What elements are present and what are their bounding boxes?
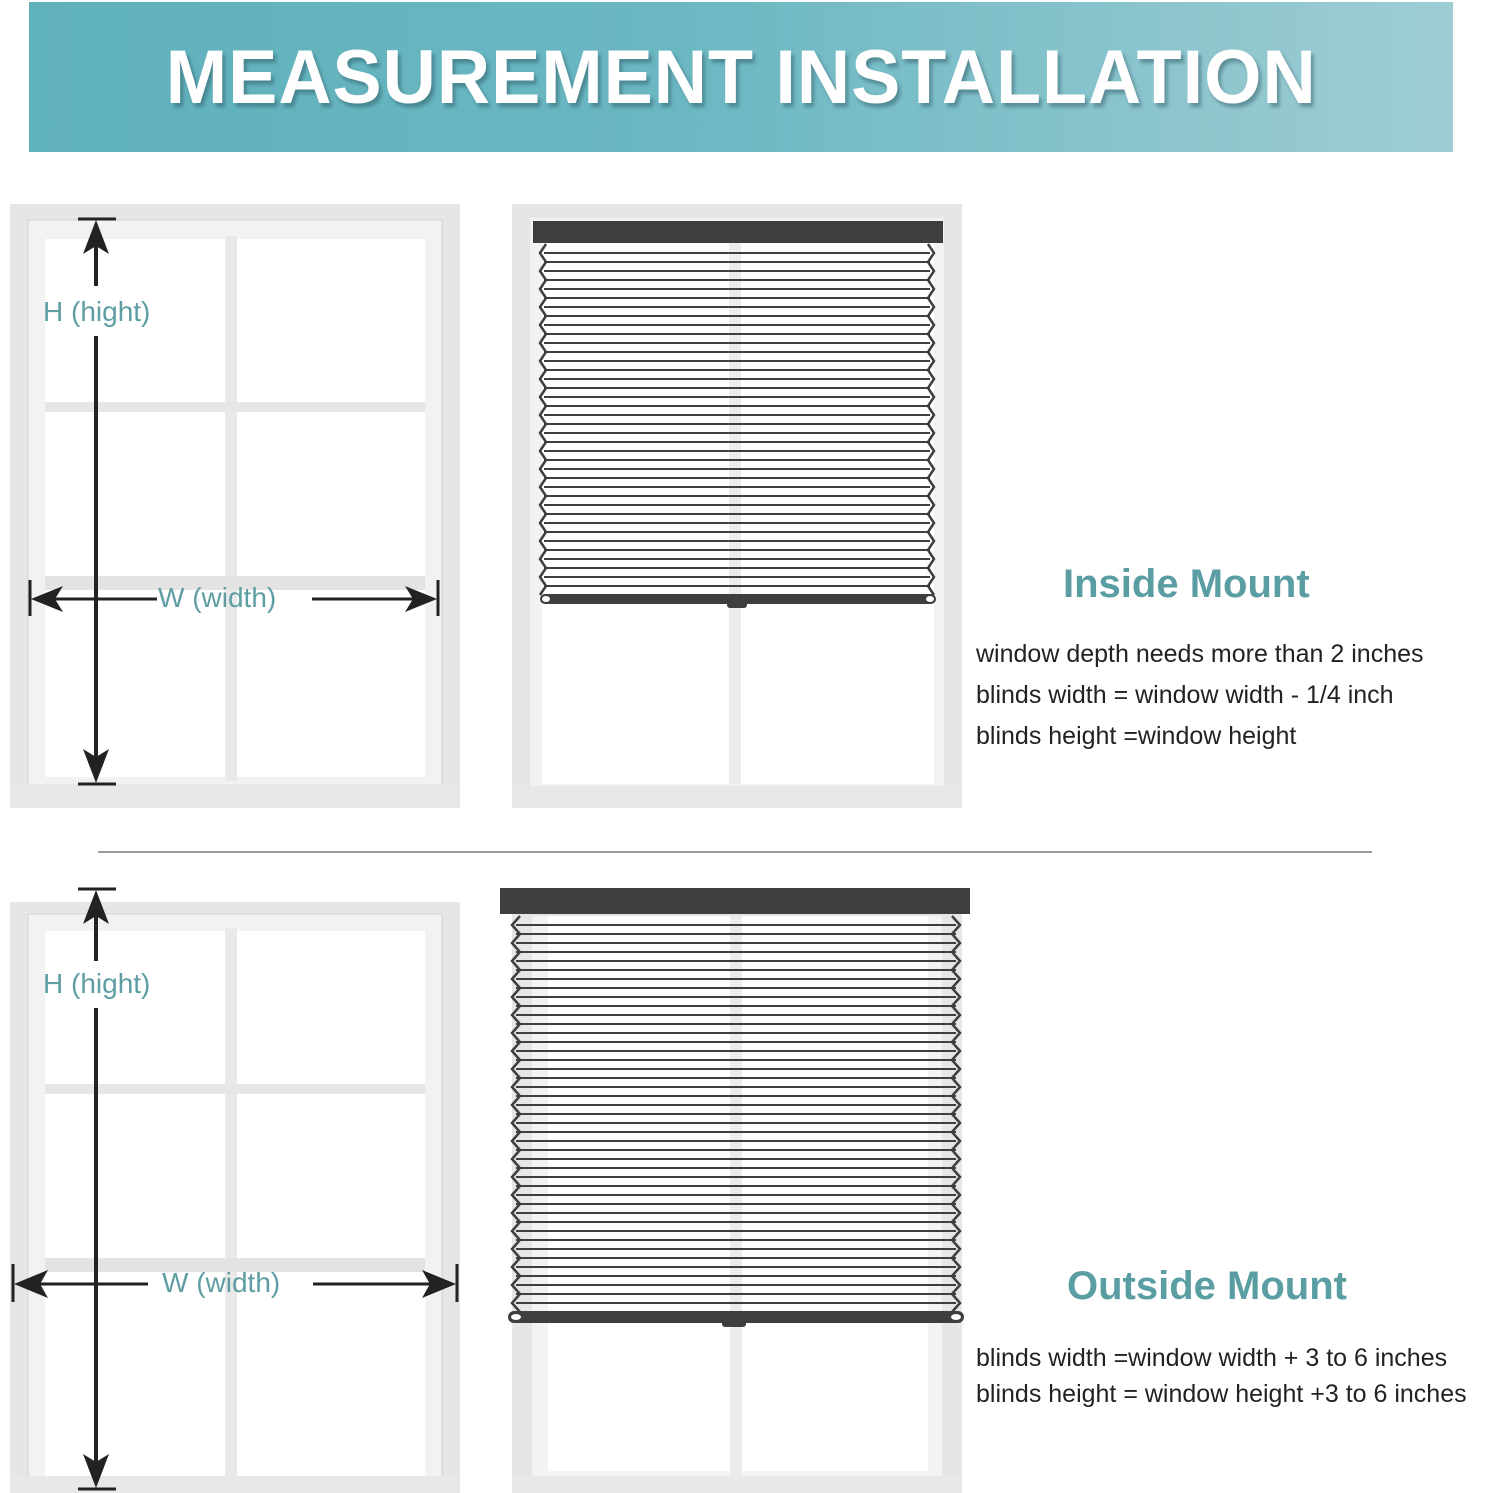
instruction-line: blinds width = window width - 1/4 inch	[976, 681, 1394, 709]
width-label: W (width)	[158, 582, 277, 613]
outside-mount-instructions	[976, 1340, 1467, 1412]
instruction-line: blinds height = window height +3 to 6 inches	[976, 1380, 1467, 1408]
instruction-line: window depth needs more than 2 inches	[976, 640, 1424, 668]
section-divider	[98, 851, 1372, 853]
instruction-line: blinds height =window height	[976, 722, 1297, 750]
width-label: W (width)	[162, 1267, 281, 1298]
title-banner	[29, 2, 1453, 152]
banner-title: MEASUREMENT INSTALLATION	[165, 34, 1317, 120]
inside-mount-title: Inside Mount	[1063, 562, 1310, 606]
height-label: H (hight)	[43, 296, 151, 327]
outside-mount-blind-diagram	[500, 886, 970, 1493]
inside-measure-window	[10, 204, 460, 808]
outside-measure-window	[10, 886, 460, 1493]
outside-mount-title: Outside Mount	[1067, 1264, 1347, 1308]
inside-mount-instructions	[976, 634, 1424, 757]
instruction-line: blinds width =window width + 3 to 6 inches	[976, 1344, 1448, 1372]
outside-mount-blind-icon	[500, 886, 970, 1493]
height-label: H (hight)	[43, 968, 151, 999]
inside-mount-blind-icon	[512, 204, 962, 808]
inside-mount-blind-diagram	[512, 204, 962, 808]
